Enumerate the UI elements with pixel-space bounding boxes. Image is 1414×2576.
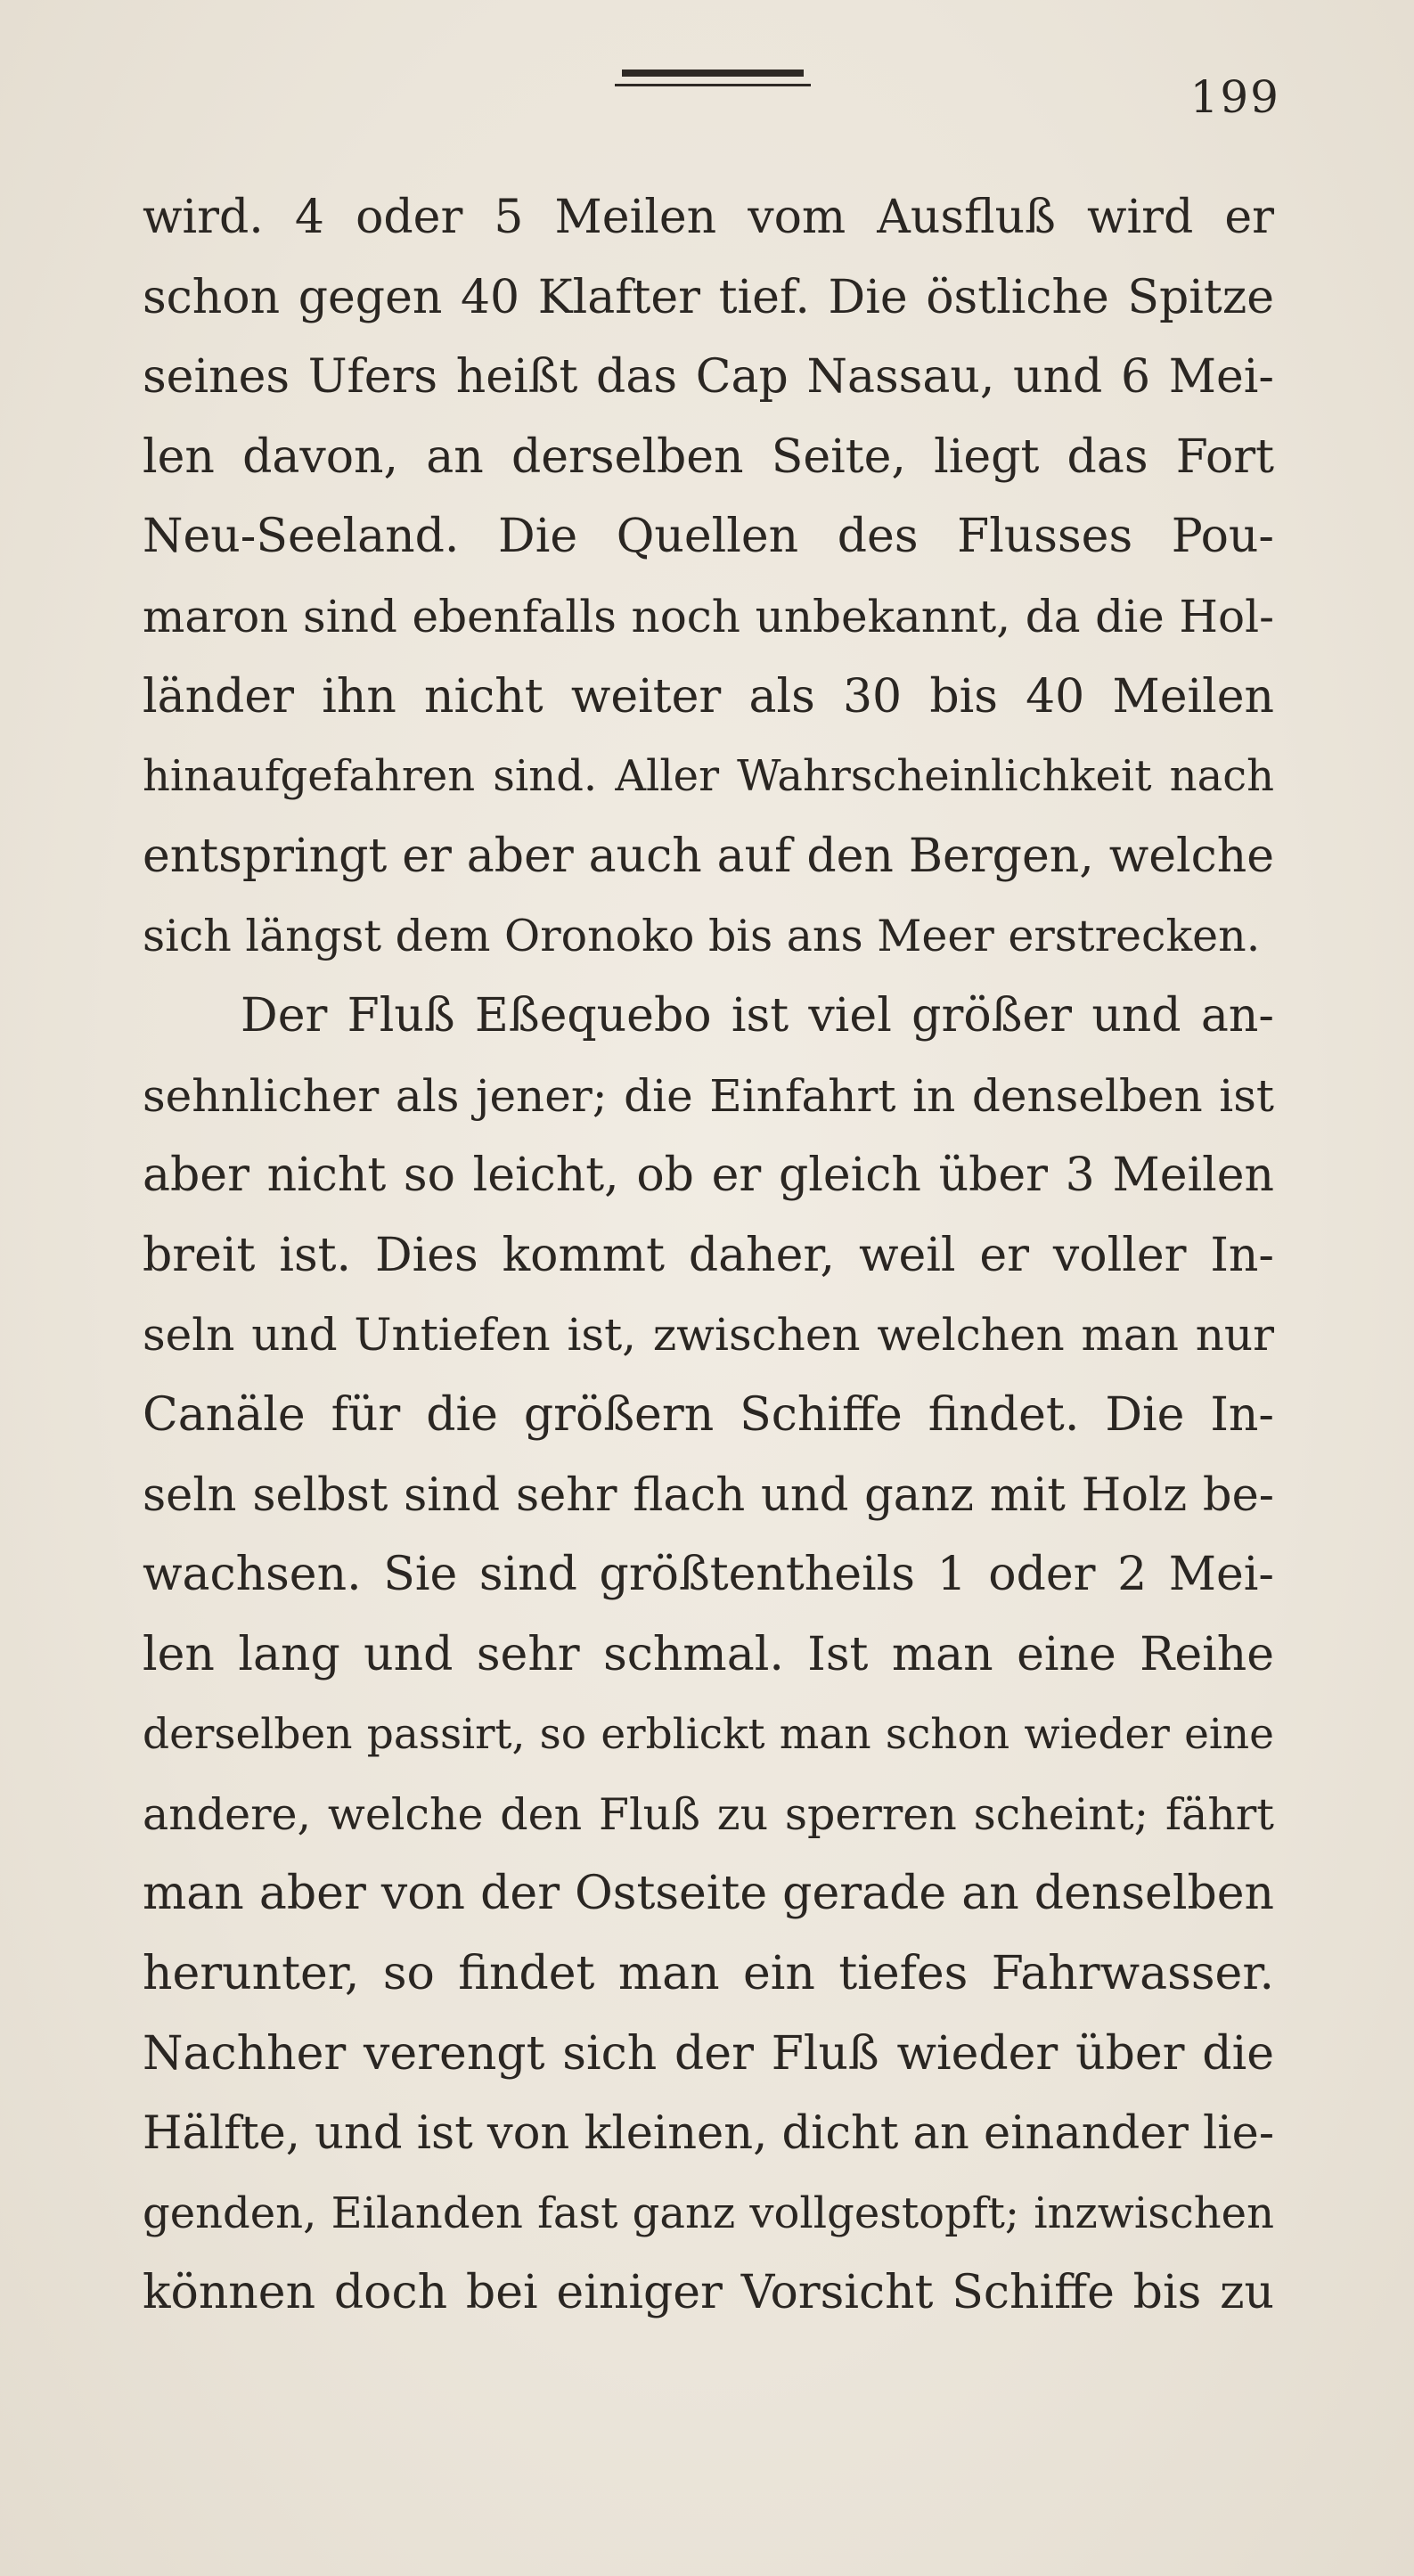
page-number: 199 bbox=[1189, 71, 1280, 123]
text-line: len lang und sehr schmal. Ist man eine Reihe bbox=[143, 1627, 1274, 1681]
text-line: andere, welche den Fluß zu sperren scheint; fährt bbox=[143, 1788, 1274, 1840]
text-line: herunter, so findet man ein tiefes Fahrwasser. bbox=[143, 1947, 1274, 2001]
text-line: Neu-Seeland. Die Quellen des Flusses Pou- bbox=[143, 510, 1274, 564]
text-line: len davon, an derselben Seite, liegt das Fort bbox=[143, 429, 1274, 484]
text-line: Nachher verengt sich der Fluß wieder über die bbox=[143, 2026, 1274, 2081]
text-line-paragraph-start: Der Fluß Eßequebo ist viel größer und an- bbox=[241, 988, 1274, 1043]
text-line: breit ist. Dies kommt daher, weil er voller In- bbox=[143, 1228, 1274, 1282]
text-line: genden, Eilanden fast ganz vollgestopft; inzwischen bbox=[143, 2188, 1274, 2238]
text-line: können doch bei einiger Vorsicht Schiffe bis zu bbox=[143, 2266, 1274, 2320]
text-line: entspringt er aber auch auf den Bergen, welche bbox=[143, 829, 1274, 883]
text-line: schon gegen 40 Klafter tief. Die östliche Spitze bbox=[143, 270, 1274, 324]
text-line: wachsen. Sie sind größtentheils 1 oder 2 Mei- bbox=[143, 1548, 1274, 1602]
text-line: seines Ufers heißt das Cap Nassau, und 6 Mei- bbox=[143, 350, 1274, 405]
text-line: maron sind ebenfalls noch unbekannt, da die Hol- bbox=[143, 590, 1274, 642]
text-line: seln und Untiefen ist, zwischen welchen man nur bbox=[143, 1309, 1274, 1362]
header-rule bbox=[615, 66, 811, 89]
text-line: Canäle für die größern Schiffe findet. Die In- bbox=[143, 1387, 1274, 1442]
body-text bbox=[143, 178, 1274, 2334]
text-line: sehnlicher als jener; die Einfahrt in denselben ist bbox=[143, 1069, 1274, 1122]
text-line: derselben passirt, so erblickt man schon wieder eine bbox=[143, 1710, 1274, 1760]
text-line: länder ihn nicht weiter als 30 bis 40 Meilen bbox=[143, 669, 1274, 724]
text-line: man aber von der Ostseite gerade an denselben bbox=[143, 1867, 1274, 1921]
text-line: aber nicht so leicht, ob er gleich über 3 Meilen bbox=[143, 1149, 1274, 1203]
header-rule-thick bbox=[622, 70, 804, 77]
text-line: hinaufgefahren sind. Aller Wahrscheinlichkeit nach bbox=[143, 751, 1274, 802]
text-line: seln selbst sind sehr flach und ganz mit Holz be- bbox=[143, 1468, 1274, 1522]
text-line: sich längst dem Oronoko bis ans Meer erstrecken. bbox=[143, 911, 1261, 962]
header-rule-thin bbox=[615, 84, 811, 86]
text-line: wird. 4 oder 5 Meilen vom Ausfluß wird er bbox=[143, 191, 1274, 244]
text-line: Hälfte, und ist von kleinen, dicht an einander lie- bbox=[143, 2107, 1274, 2161]
